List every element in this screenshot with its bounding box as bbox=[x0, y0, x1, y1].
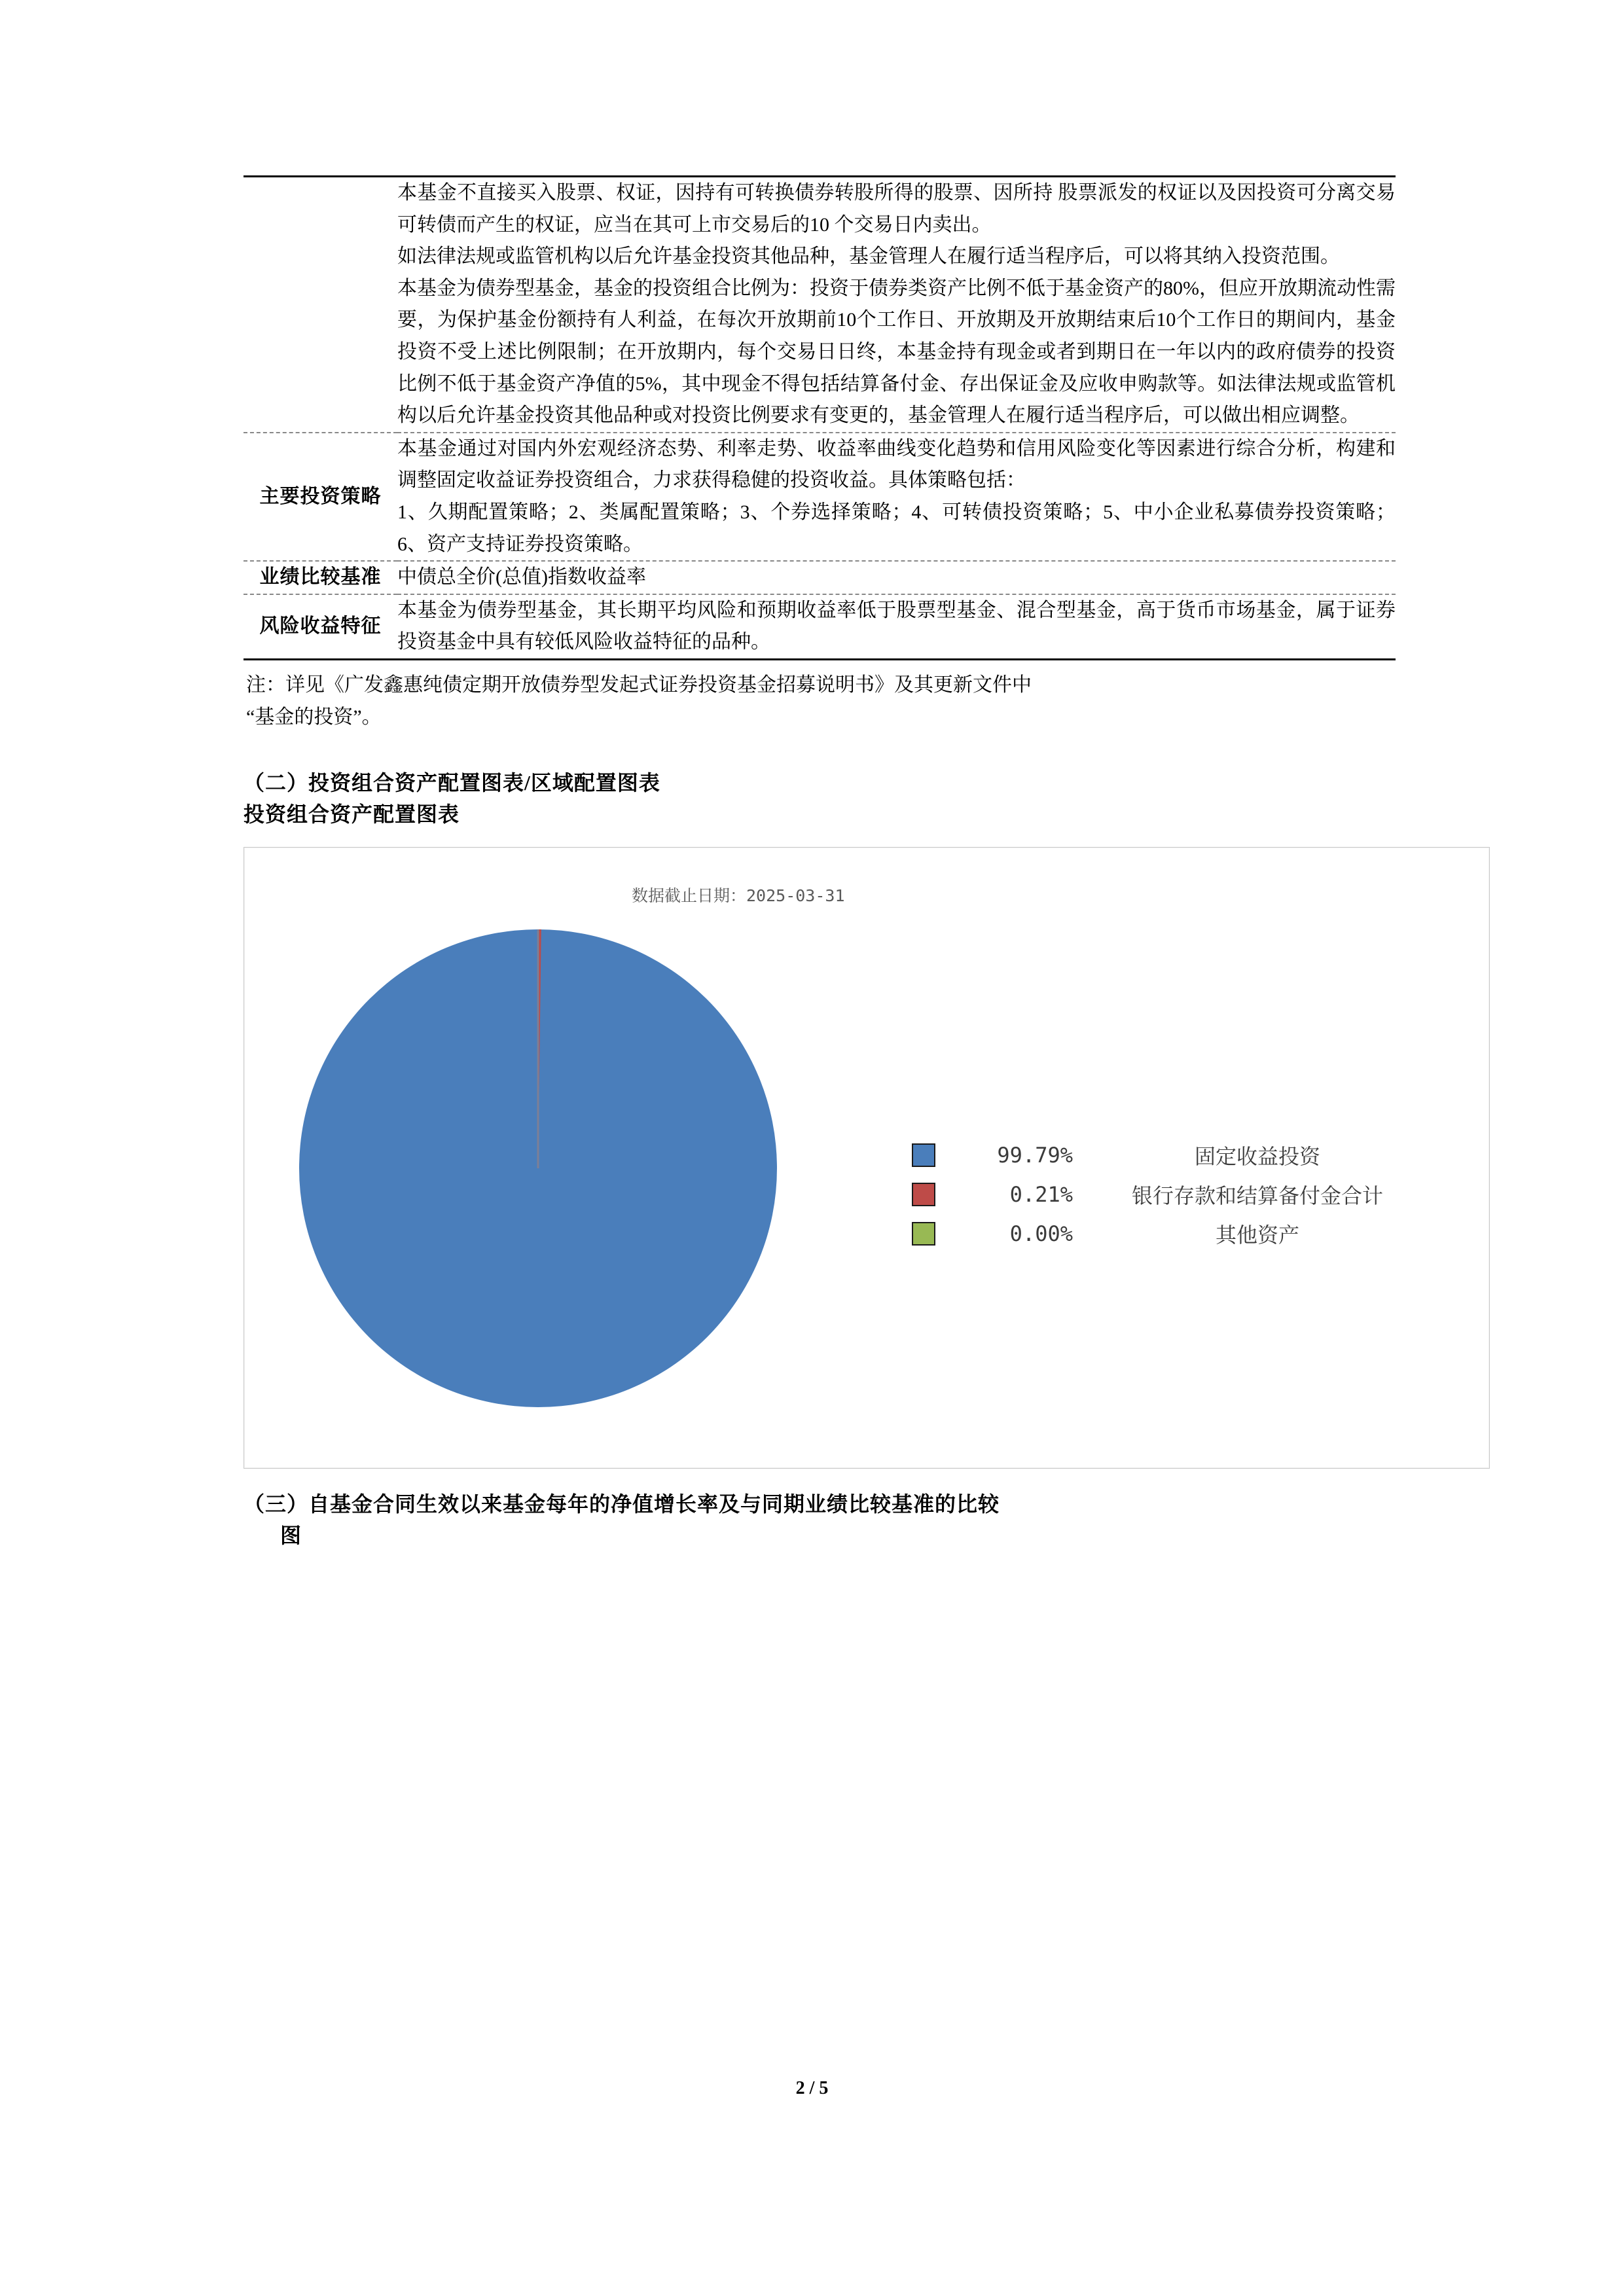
legend-value-other-assets: 0.00% bbox=[1009, 1221, 1073, 1247]
table-row bbox=[244, 594, 1396, 660]
paragraph: 本基金为债券型基金，基金的投资组合比例为：投资于债券类资产比例不低于基金资产的80%，但应开放期流动性需要，为保护基金份额持有人利益，在每次开放期前10个工作日、开放期及开放期结束后10个工作日的期间内，基金投资不受上述比例限制；在开放期内，每个交易日日终，本基金持有现金或者到期日在一年以内的政府债券的投资比例不低于基金资产净值的5%，其中现金不得包括结算备付金、存出保证金及应收申购款等。如法律法规或监管机构以后允许基金投资其他品种或对投资比例要求有变更的，基金管理人在履行适当程序后，可以做出相应调整。 bbox=[397, 277, 1396, 427]
table-row bbox=[244, 177, 1396, 433]
row-label: 业绩比较基准 bbox=[259, 566, 382, 588]
legend-label-bank-deposit: 银行存款和结算备付金合计 bbox=[1131, 1184, 1383, 1208]
pie-chart-graphic bbox=[299, 892, 777, 1445]
row-label-cell bbox=[244, 561, 397, 594]
paragraph: 本基金为债券型基金，其长期平均风险和预期收益率低于股票型基金、混合型基金，高于货币市场基金，属于证券投资基金中具有较低风险收益特征的品种。 bbox=[397, 599, 1396, 653]
chart-annotation-date: 数据截止日期：2025-03-31 bbox=[632, 886, 845, 906]
section-three-heading bbox=[244, 1488, 1396, 1551]
legend-swatch-other-assets bbox=[912, 1222, 935, 1246]
legend-swatch-fixed-income bbox=[912, 1143, 935, 1167]
legend-label-other-assets: 其他资产 bbox=[1215, 1223, 1299, 1247]
row-body-cell bbox=[397, 177, 1396, 433]
section-two-heading: （二）投资组合资产配置图表/区域配置图表 bbox=[244, 771, 660, 795]
paragraph: 中债总全价(总值)指数收益率 bbox=[397, 566, 646, 588]
section-three-heading-line1: （三）自基金合同生效以来基金每年的净值增长率及与同期业绩比较基准的比较 bbox=[244, 1492, 1000, 1516]
legend-label-fixed-income: 固定收益投资 bbox=[1194, 1145, 1320, 1169]
table-row bbox=[244, 433, 1396, 561]
fund-info-table bbox=[244, 175, 1396, 660]
paragraph: 1、久期配置策略；2、类属配置策略；3、个券选择策略；4、可转债投资策略；5、中小企业私募债券投资策略；6、资产支持证券投资策略。 bbox=[397, 501, 1396, 555]
section-three-heading-line2: 图 bbox=[280, 1524, 302, 1548]
row-label: 主要投资策略 bbox=[259, 485, 382, 507]
legend-item bbox=[912, 1214, 1435, 1253]
table-row bbox=[244, 561, 1396, 594]
asset-allocation-chart bbox=[244, 847, 1490, 1469]
paragraph: 如法律法规或监管机构以后允许基金投资其他品种，基金管理人在履行适当程序后，可以将其纳入投资范围。 bbox=[397, 245, 1340, 268]
legend-item bbox=[912, 1136, 1435, 1175]
row-label-cell bbox=[244, 594, 397, 660]
section-two-subheading: 投资组合资产配置图表 bbox=[244, 802, 460, 827]
legend-item bbox=[912, 1175, 1435, 1214]
page-number: 2 / 5 bbox=[795, 2078, 829, 2098]
paragraph: 本基金通过对国内外宏观经济态势、利率走势、收益率曲线变化趋势和信用风险变化等因素进行综合分析，构建和调整固定收益证券投资组合，力求获得稳健的投资收益。具体策略包括： bbox=[397, 437, 1396, 492]
page-content bbox=[244, 175, 1396, 1551]
row-body-cell bbox=[397, 433, 1396, 561]
paragraph: 本基金不直接买入股票、权证，因持有可转换债券转股所得的股票、因所持 股票派发的权证以及因投资可分离交易可转债而产生的权证，应当在其可上市交易后的10 个交易日内卖出。 bbox=[397, 182, 1396, 236]
row-body-cell bbox=[397, 594, 1396, 660]
row-label-cell bbox=[244, 177, 397, 433]
footnote-line-1: 注：详见《广发鑫惠纯债定期开放债券型发起式证券投资基金招募说明书》及其更新文件中 bbox=[246, 673, 1032, 696]
row-label: 风险收益特征 bbox=[259, 615, 382, 637]
page-footer bbox=[0, 2078, 1624, 2099]
legend-swatch-bank-deposit bbox=[912, 1183, 935, 1206]
legend-value-bank-deposit: 0.21% bbox=[1009, 1182, 1073, 1208]
footnote-line-2: “基金的投资”。 bbox=[246, 706, 382, 728]
table-footnote bbox=[244, 670, 1396, 733]
legend-value-fixed-income: 99.79% bbox=[997, 1143, 1073, 1168]
row-label-cell bbox=[244, 433, 397, 561]
row-body-cell bbox=[397, 561, 1396, 594]
chart-legend bbox=[912, 1136, 1435, 1253]
